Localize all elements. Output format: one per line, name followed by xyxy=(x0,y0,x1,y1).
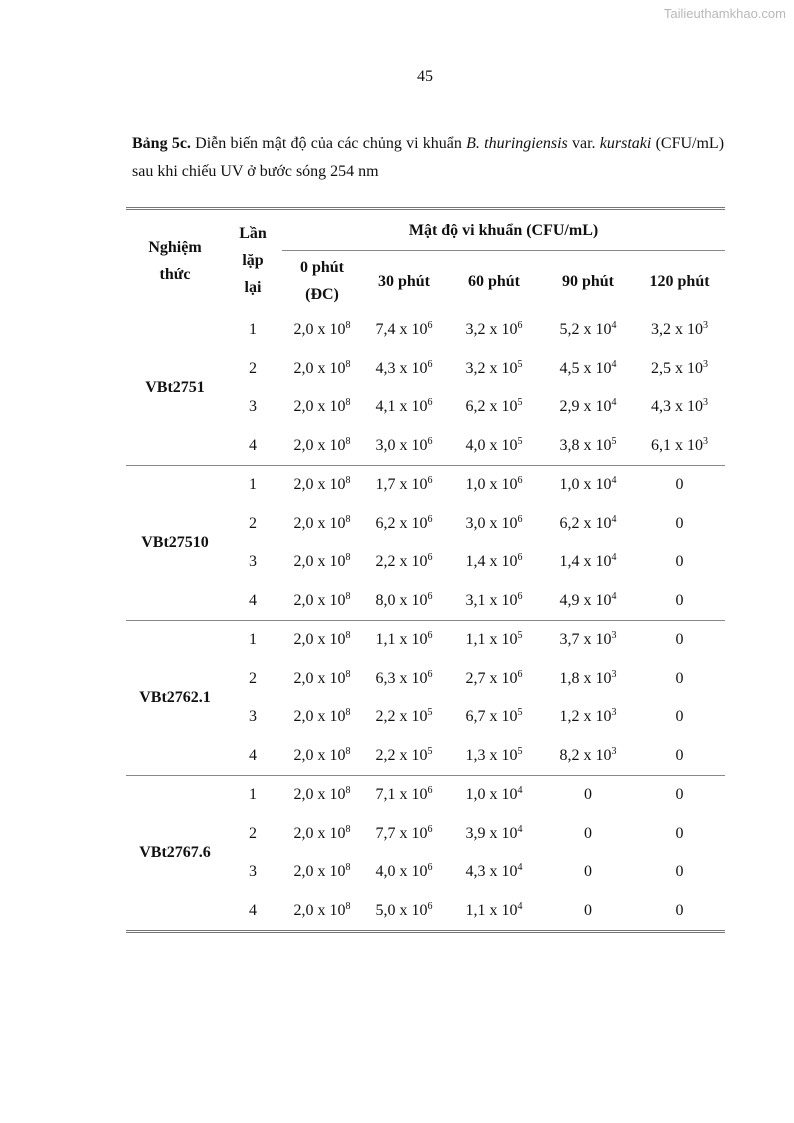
density-value xyxy=(634,621,725,660)
density-mantissa: 8,0 x 10 xyxy=(375,591,428,609)
density-mantissa: 2,0 x 10 xyxy=(293,708,346,726)
replicate-number: 4 xyxy=(249,746,257,764)
density-exponent: 5 xyxy=(517,358,523,370)
density-value xyxy=(634,815,725,854)
density-exponent: 8 xyxy=(345,900,351,912)
caption-text: (CFU/mL) sau khi chiếu UV ở bước sóng 254 nm xyxy=(132,135,725,180)
replicate-number: 1 xyxy=(224,776,282,815)
density-value xyxy=(446,621,542,660)
density-exponent: 6 xyxy=(517,320,523,332)
density-value xyxy=(282,892,362,932)
density-mantissa: 2,0 x 10 xyxy=(293,553,346,571)
density-value xyxy=(634,737,725,776)
density-value xyxy=(446,350,542,389)
density-exponent: 6 xyxy=(427,513,433,525)
replicate-number: 4 xyxy=(249,436,257,454)
density-exponent: 8 xyxy=(345,745,351,757)
header-time: 0 phút (ĐC) xyxy=(282,251,362,312)
density-exponent: 8 xyxy=(345,513,351,525)
density-value xyxy=(542,582,634,621)
density-value xyxy=(362,350,446,389)
density-value xyxy=(282,311,362,350)
density-value xyxy=(634,543,725,582)
density-value xyxy=(282,466,362,505)
density-exponent: 8 xyxy=(345,823,351,835)
density-value xyxy=(362,311,446,350)
density-exponent: 8 xyxy=(345,707,351,719)
density-mantissa: 2,0 x 10 xyxy=(293,863,346,881)
density-mantissa: 4,3 x 10 xyxy=(465,863,518,881)
density-value xyxy=(282,737,362,776)
density-mantissa: 3,0 x 10 xyxy=(465,514,518,532)
density-value xyxy=(542,892,634,932)
density-value xyxy=(542,543,634,582)
density-exponent: 5 xyxy=(517,707,523,719)
density-exponent: 8 xyxy=(345,862,351,874)
density-mantissa: 0 xyxy=(584,901,592,919)
header-time: 30 phút xyxy=(362,251,446,312)
density-value xyxy=(634,853,725,892)
caption-species: B. thuringiensis xyxy=(466,135,568,152)
density-value xyxy=(362,815,446,854)
density-value xyxy=(542,311,634,350)
replicate-number: 3 xyxy=(249,708,257,726)
density-exponent: 6 xyxy=(427,823,433,835)
density-exponent: 6 xyxy=(427,630,433,642)
table-row xyxy=(126,466,725,505)
density-value xyxy=(446,466,542,505)
density-value xyxy=(634,388,725,427)
density-exponent: 6 xyxy=(517,590,523,602)
density-exponent: 6 xyxy=(427,785,433,797)
treatment-name: VBt2751 xyxy=(145,379,205,396)
replicate-number: 4 xyxy=(249,901,257,919)
density-mantissa: 2,5 x 10 xyxy=(651,359,704,377)
density-mantissa: 0 xyxy=(675,591,684,609)
density-value xyxy=(446,776,542,815)
density-value xyxy=(446,815,542,854)
density-value xyxy=(282,776,362,815)
watermark: Tailieuthamkhao.com xyxy=(663,6,786,21)
replicate-number: 4 xyxy=(249,591,257,609)
density-mantissa: 4,3 x 10 xyxy=(375,359,428,377)
density-exponent: 6 xyxy=(427,862,433,874)
density-exponent: 3 xyxy=(703,397,709,409)
density-mantissa: 1,8 x 10 xyxy=(559,669,612,687)
density-mantissa: 4,5 x 10 xyxy=(559,359,612,377)
density-exponent: 8 xyxy=(345,320,351,332)
table-caption xyxy=(132,130,724,186)
density-mantissa: 4,9 x 10 xyxy=(559,591,612,609)
density-mantissa: 3,9 x 10 xyxy=(465,824,518,842)
density-mantissa: 0 xyxy=(675,824,684,842)
treatment-name: VBt27510 xyxy=(126,466,224,621)
density-value xyxy=(362,427,446,466)
density-mantissa: 3,7 x 10 xyxy=(559,631,612,649)
density-value xyxy=(446,892,542,932)
density-exponent: 6 xyxy=(517,668,523,680)
density-value xyxy=(362,776,446,815)
replicate-number: 1 xyxy=(249,321,257,339)
density-value xyxy=(362,543,446,582)
density-mantissa: 3,0 x 10 xyxy=(375,436,428,454)
density-mantissa: 1,1 x 10 xyxy=(465,631,518,649)
density-value xyxy=(634,698,725,737)
density-mantissa: 0 xyxy=(675,786,684,804)
replicate-number: 2 xyxy=(249,824,257,842)
density-value xyxy=(634,466,725,505)
density-mantissa: 7,7 x 10 xyxy=(375,824,428,842)
density-mantissa: 1,4 x 10 xyxy=(559,553,612,571)
density-value xyxy=(634,427,725,466)
density-exponent: 4 xyxy=(517,900,523,912)
density-value xyxy=(446,388,542,427)
density-value xyxy=(446,582,542,621)
caption-text: Diễn biến mật độ của các chủng vi khuẩn xyxy=(190,135,467,152)
density-exponent: 4 xyxy=(517,823,523,835)
density-exponent: 6 xyxy=(427,590,433,602)
density-mantissa: 2,0 x 10 xyxy=(293,631,346,649)
density-mantissa: 2,0 x 10 xyxy=(293,591,346,609)
density-value xyxy=(446,660,542,699)
density-mantissa: 3,8 x 10 xyxy=(559,436,612,454)
replicate-number: 2 xyxy=(249,359,257,377)
density-mantissa: 3,1 x 10 xyxy=(465,591,518,609)
density-exponent: 3 xyxy=(703,435,709,447)
density-exponent: 6 xyxy=(427,552,433,564)
density-exponent: 4 xyxy=(611,397,617,409)
density-exponent: 4 xyxy=(611,358,617,370)
density-mantissa: 2,2 x 10 xyxy=(375,708,428,726)
density-exponent: 4 xyxy=(517,785,523,797)
density-mantissa: 6,3 x 10 xyxy=(375,669,428,687)
density-exponent: 8 xyxy=(345,590,351,602)
density-mantissa: 0 xyxy=(675,901,684,919)
density-exponent: 8 xyxy=(345,630,351,642)
density-exponent: 8 xyxy=(345,785,351,797)
density-value xyxy=(446,543,542,582)
density-mantissa: 6,2 x 10 xyxy=(465,398,518,416)
density-exponent: 6 xyxy=(427,397,433,409)
density-value xyxy=(282,698,362,737)
density-mantissa: 2,0 x 10 xyxy=(293,436,346,454)
density-mantissa: 6,1 x 10 xyxy=(651,436,704,454)
density-value xyxy=(542,815,634,854)
treatment-name: VBt2762.1 xyxy=(126,621,224,776)
density-value xyxy=(634,350,725,389)
density-mantissa: 2,0 x 10 xyxy=(293,669,346,687)
density-mantissa: 4,3 x 10 xyxy=(651,398,704,416)
density-mantissa: 0 xyxy=(675,669,684,687)
density-exponent: 6 xyxy=(427,358,433,370)
density-value xyxy=(282,543,362,582)
caption-label: Bảng 5c. xyxy=(132,135,191,152)
density-value xyxy=(542,466,634,505)
header-time: 120 phút xyxy=(634,251,725,312)
density-mantissa: 6,2 x 10 xyxy=(375,514,428,532)
density-value xyxy=(282,505,362,544)
density-exponent: 8 xyxy=(345,552,351,564)
density-exponent: 3 xyxy=(703,358,709,370)
density-exponent: 5 xyxy=(517,397,523,409)
density-value xyxy=(634,582,725,621)
density-mantissa: 2,0 x 10 xyxy=(293,514,346,532)
density-mantissa: 2,9 x 10 xyxy=(559,398,612,416)
density-exponent: 3 xyxy=(611,745,617,757)
density-mantissa: 0 xyxy=(675,514,684,532)
density-value xyxy=(282,350,362,389)
density-mantissa: 1,2 x 10 xyxy=(559,708,612,726)
density-value xyxy=(362,892,446,932)
density-exponent: 8 xyxy=(345,397,351,409)
density-value xyxy=(446,311,542,350)
density-mantissa: 4,1 x 10 xyxy=(375,398,428,416)
density-value xyxy=(362,466,446,505)
density-mantissa: 3,2 x 10 xyxy=(465,321,518,339)
density-mantissa: 6,2 x 10 xyxy=(559,514,612,532)
header-density: Mật độ vi khuẩn (CFU/mL) xyxy=(408,221,599,239)
density-value xyxy=(634,311,725,350)
density-exponent: 3 xyxy=(611,707,617,719)
density-exponent: 4 xyxy=(517,862,523,874)
density-exponent: 8 xyxy=(345,435,351,447)
density-mantissa: 7,1 x 10 xyxy=(375,786,428,804)
density-mantissa: 2,0 x 10 xyxy=(293,398,346,416)
density-mantissa: 2,0 x 10 xyxy=(293,786,346,804)
header-time: 90 phút xyxy=(542,251,634,312)
density-value xyxy=(282,582,362,621)
density-value xyxy=(362,582,446,621)
density-value xyxy=(362,853,446,892)
density-mantissa: 0 xyxy=(675,746,684,764)
density-mantissa: 2,0 x 10 xyxy=(293,321,346,339)
density-value xyxy=(542,505,634,544)
replicate-number: 1 xyxy=(224,466,282,505)
density-mantissa: 0 xyxy=(675,553,684,571)
density-mantissa: 0 xyxy=(675,708,684,726)
density-mantissa: 2,2 x 10 xyxy=(375,746,428,764)
replicate-number: 2 xyxy=(249,514,257,532)
density-exponent: 3 xyxy=(703,320,709,332)
density-exponent: 6 xyxy=(427,435,433,447)
density-exponent: 5 xyxy=(427,745,433,757)
density-value xyxy=(446,427,542,466)
density-exponent: 6 xyxy=(517,552,523,564)
density-mantissa: 4,0 x 10 xyxy=(465,436,518,454)
density-mantissa: 1,0 x 10 xyxy=(465,786,518,804)
replicate-number: 3 xyxy=(249,863,257,881)
density-exponent: 3 xyxy=(611,668,617,680)
density-table xyxy=(126,207,725,933)
density-value xyxy=(362,660,446,699)
density-exponent: 6 xyxy=(517,475,523,487)
density-exponent: 8 xyxy=(345,668,351,680)
density-value xyxy=(282,660,362,699)
density-exponent: 5 xyxy=(517,435,523,447)
density-value xyxy=(634,660,725,699)
table-row xyxy=(126,621,725,660)
caption-text: var. xyxy=(567,135,600,152)
density-mantissa: 4,0 x 10 xyxy=(375,863,428,881)
density-value xyxy=(634,776,725,815)
density-exponent: 4 xyxy=(611,475,617,487)
density-exponent: 8 xyxy=(345,475,351,487)
density-mantissa: 2,2 x 10 xyxy=(375,553,428,571)
density-exponent: 3 xyxy=(611,630,617,642)
density-mantissa: 0 xyxy=(584,863,592,881)
density-value xyxy=(542,660,634,699)
density-mantissa: 1,0 x 10 xyxy=(559,476,612,494)
replicate-number: 3 xyxy=(249,398,257,416)
density-mantissa: 5,2 x 10 xyxy=(559,321,612,339)
density-mantissa: 6,7 x 10 xyxy=(465,708,518,726)
header-replicate: Lần lặp lại xyxy=(239,225,267,296)
density-exponent: 4 xyxy=(611,320,617,332)
density-mantissa: 2,0 x 10 xyxy=(293,746,346,764)
density-value xyxy=(362,698,446,737)
caption-variety: kurstaki xyxy=(599,135,652,152)
density-value xyxy=(282,427,362,466)
density-mantissa: 0 xyxy=(675,863,684,881)
density-value xyxy=(362,737,446,776)
density-exponent: 6 xyxy=(427,900,433,912)
replicate-number: 1 xyxy=(224,621,282,660)
table-row xyxy=(126,311,725,350)
density-value xyxy=(282,853,362,892)
density-mantissa: 2,0 x 10 xyxy=(293,824,346,842)
density-value xyxy=(542,853,634,892)
density-mantissa: 2,7 x 10 xyxy=(465,669,518,687)
density-value xyxy=(542,621,634,660)
density-exponent: 8 xyxy=(345,358,351,370)
density-value xyxy=(542,776,634,815)
density-mantissa: 1,7 x 10 xyxy=(375,476,428,494)
density-exponent: 6 xyxy=(427,668,433,680)
density-exponent: 4 xyxy=(611,513,617,525)
density-mantissa: 2,0 x 10 xyxy=(293,901,346,919)
density-mantissa: 0 xyxy=(675,631,684,649)
density-mantissa: 7,4 x 10 xyxy=(375,321,428,339)
treatment-name: VBt2767.6 xyxy=(126,776,224,932)
table-row xyxy=(126,776,725,815)
density-exponent: 6 xyxy=(427,320,433,332)
density-value xyxy=(542,737,634,776)
density-exponent: 4 xyxy=(611,590,617,602)
header-treatment: Nghiệm thức xyxy=(148,238,202,283)
density-mantissa: 2,0 x 10 xyxy=(293,476,346,494)
density-mantissa: 5,0 x 10 xyxy=(375,901,428,919)
density-exponent: 5 xyxy=(517,745,523,757)
density-mantissa: 1,1 x 10 xyxy=(375,631,428,649)
density-mantissa: 3,2 x 10 xyxy=(465,359,518,377)
density-value xyxy=(542,698,634,737)
page-number: 45 xyxy=(417,68,433,85)
table-body xyxy=(126,311,725,932)
density-value xyxy=(362,388,446,427)
header-time: 60 phút xyxy=(446,251,542,312)
density-mantissa: 1,1 x 10 xyxy=(465,901,518,919)
density-value xyxy=(362,505,446,544)
density-value xyxy=(446,698,542,737)
density-value xyxy=(282,621,362,660)
replicate-number: 3 xyxy=(249,553,257,571)
density-mantissa: 1,0 x 10 xyxy=(465,476,518,494)
density-value xyxy=(446,737,542,776)
density-value xyxy=(634,505,725,544)
header-row xyxy=(126,209,725,251)
density-mantissa: 1,4 x 10 xyxy=(465,553,518,571)
density-exponent: 5 xyxy=(611,435,617,447)
density-mantissa: 0 xyxy=(584,786,592,804)
replicate-number: 2 xyxy=(249,669,257,687)
density-mantissa: 1,3 x 10 xyxy=(465,746,518,764)
density-mantissa: 3,2 x 10 xyxy=(651,321,704,339)
density-mantissa: 8,2 x 10 xyxy=(559,746,612,764)
density-value xyxy=(282,388,362,427)
density-value xyxy=(542,427,634,466)
density-value xyxy=(362,621,446,660)
density-value xyxy=(542,350,634,389)
density-exponent: 5 xyxy=(427,707,433,719)
density-mantissa: 0 xyxy=(675,476,684,494)
density-value xyxy=(282,815,362,854)
density-mantissa: 2,0 x 10 xyxy=(293,359,346,377)
density-value xyxy=(542,388,634,427)
density-exponent: 5 xyxy=(517,630,523,642)
density-exponent: 6 xyxy=(427,475,433,487)
density-mantissa: 0 xyxy=(584,824,592,842)
density-value xyxy=(446,853,542,892)
density-exponent: 6 xyxy=(517,513,523,525)
density-exponent: 4 xyxy=(611,552,617,564)
density-value xyxy=(634,892,725,932)
density-value xyxy=(446,505,542,544)
